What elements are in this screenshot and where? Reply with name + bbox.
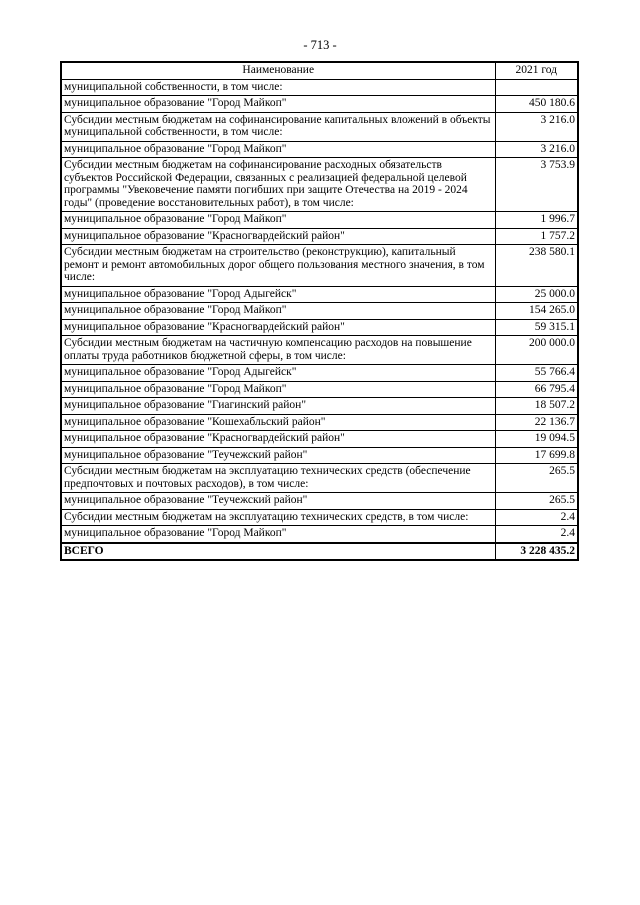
table-row: [61, 158, 578, 212]
row-name: муниципальное образование "Красногвардейский район": [61, 431, 495, 448]
budget-table: [60, 61, 579, 561]
row-name: Субсидии местным бюджетам на эксплуатацию технических средств (обеспечение предпочтовых и почтовых расходов), в том числе:: [61, 464, 495, 493]
table-row: [61, 398, 578, 415]
table-row: [61, 365, 578, 382]
table-row: [61, 447, 578, 464]
table-row: [61, 141, 578, 158]
row-amount: 265.5: [495, 464, 578, 493]
row-name: муниципальное образование "Красногвардейский район": [61, 319, 495, 336]
table-row: [61, 212, 578, 229]
row-amount: 66 795.4: [495, 381, 578, 398]
row-amount: [495, 79, 578, 96]
table-row: [61, 526, 578, 543]
row-name: муниципальное образование "Красногвардейский район": [61, 228, 495, 245]
table-row: [61, 112, 578, 141]
row-name: муниципальное образование "Город Майкоп": [61, 212, 495, 229]
table-row: [61, 303, 578, 320]
row-amount: 238 580.1: [495, 245, 578, 287]
table-row: [61, 319, 578, 336]
row-name: муниципальное образование "Город Майкоп": [61, 381, 495, 398]
table-row: [61, 493, 578, 510]
table-row: [61, 431, 578, 448]
total-label: ВСЕГО: [61, 543, 495, 561]
table-row: [61, 228, 578, 245]
row-name: муниципальное образование "Теучежский район": [61, 493, 495, 510]
table-row: [61, 414, 578, 431]
row-amount: 17 699.8: [495, 447, 578, 464]
row-name: Субсидии местным бюджетам на эксплуатацию технических средств, в том числе:: [61, 509, 495, 526]
row-amount: 450 180.6: [495, 96, 578, 113]
row-name: муниципальное образование "Теучежский район": [61, 447, 495, 464]
row-amount: 59 315.1: [495, 319, 578, 336]
table-row: [61, 286, 578, 303]
row-amount: 2.4: [495, 526, 578, 543]
row-name: муниципальное образование "Город Адыгейск": [61, 286, 495, 303]
row-name: муниципальное образование "Город Адыгейск": [61, 365, 495, 382]
row-amount: 154 265.0: [495, 303, 578, 320]
table-row: [61, 381, 578, 398]
row-amount: 3 753.9: [495, 158, 578, 212]
row-name: Субсидии местным бюджетам на софинансирование капитальных вложений в объекты муниципальной собственности, в том числе:: [61, 112, 495, 141]
table-row: [61, 96, 578, 113]
header-year: 2021 год: [495, 62, 578, 79]
row-amount: 265.5: [495, 493, 578, 510]
total-amount: 3 228 435.2: [495, 543, 578, 561]
row-amount: 2.4: [495, 509, 578, 526]
table-row: [61, 464, 578, 493]
row-name: муниципальной собственности, в том числе:: [61, 79, 495, 96]
row-name: Субсидии местным бюджетам на софинансирование расходных обязательств субъектов Российской Федерации, связанных с реализацией федеральной целевой программы "Увековечение памяти погибших при защите Отечества на 2019 - 2024 годы" (проведение восстановительных работ), в том числе:: [61, 158, 495, 212]
row-amount: 3 216.0: [495, 112, 578, 141]
row-amount: 3 216.0: [495, 141, 578, 158]
row-amount: 1 996.7: [495, 212, 578, 229]
row-name: Субсидии местным бюджетам на частичную компенсацию расходов на повышение оплаты труда работников бюджетной сферы, в том числе:: [61, 336, 495, 365]
row-name: муниципальное образование "Город Майкоп": [61, 303, 495, 320]
table-row: [61, 245, 578, 287]
row-amount: 1 757.2: [495, 228, 578, 245]
row-amount: 200 000.0: [495, 336, 578, 365]
row-name: Субсидии местным бюджетам на строительство (реконструкцию), капитальный ремонт и ремонт автомобильных дорог общего пользования местного значения, в том числе:: [61, 245, 495, 287]
row-amount: 25 000.0: [495, 286, 578, 303]
table-row: [61, 336, 578, 365]
table-header-row: [61, 62, 578, 79]
table-row: [61, 509, 578, 526]
row-amount: 18 507.2: [495, 398, 578, 415]
row-amount: 19 094.5: [495, 431, 578, 448]
row-amount: 55 766.4: [495, 365, 578, 382]
page-number: - 713 -: [303, 38, 337, 52]
row-name: муниципальное образование "Город Майкоп": [61, 96, 495, 113]
row-name: муниципальное образование "Город Майкоп": [61, 141, 495, 158]
header-name: Наименование: [61, 62, 495, 79]
row-name: муниципальное образование "Кошехабльский район": [61, 414, 495, 431]
row-name: муниципальное образование "Город Майкоп": [61, 526, 495, 543]
row-name: муниципальное образование "Гиагинский район": [61, 398, 495, 415]
table-row: [61, 79, 578, 96]
total-row: [61, 543, 578, 561]
row-amount: 22 136.7: [495, 414, 578, 431]
